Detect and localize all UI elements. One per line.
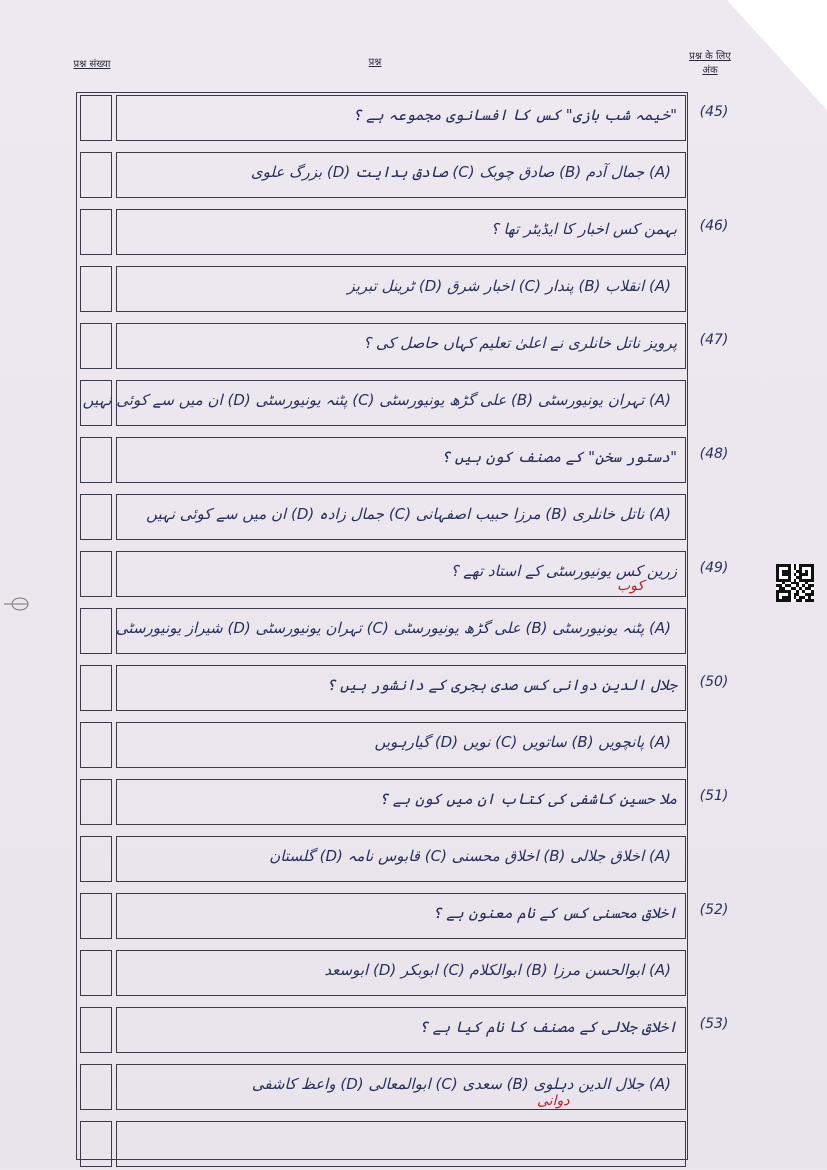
options-row bbox=[76, 149, 688, 201]
empty-row bbox=[76, 1118, 688, 1170]
options-text: (A) ناتل خانلری (B) مرزا حبیب اصفہانی (C) جمال زادہ (D) ان میں سے کوئی نہیں bbox=[146, 505, 671, 523]
number-cell bbox=[80, 323, 112, 369]
answer-cell bbox=[116, 779, 686, 825]
red-correction: کوب bbox=[617, 578, 645, 594]
options-row bbox=[76, 947, 688, 999]
question-number: (45) bbox=[699, 104, 729, 120]
number-cell bbox=[80, 1121, 112, 1167]
number-cell bbox=[80, 893, 112, 939]
header-question-number: प्रश्न संख्या bbox=[73, 59, 111, 70]
answer-cell bbox=[116, 722, 686, 768]
question-text: اخلاق جلالی کے مصنف کا نام کیا ہے ؟ bbox=[419, 1018, 677, 1036]
options-row bbox=[76, 1061, 688, 1113]
options-row bbox=[76, 377, 688, 429]
answer-cell bbox=[116, 836, 686, 882]
number-cell bbox=[80, 1064, 112, 1110]
question-number: (53) bbox=[699, 1016, 729, 1032]
question-number: (46) bbox=[699, 218, 729, 234]
options-text: (A) جلال الدین دہلوی (B) سعدی (C) ابوالمعالی (D) واعظ کاشفی bbox=[251, 1075, 671, 1093]
number-cell bbox=[80, 266, 112, 312]
question-table bbox=[76, 92, 729, 1160]
number-cell bbox=[80, 1007, 112, 1053]
question-number: (47) bbox=[699, 332, 729, 348]
options-row bbox=[76, 491, 688, 543]
question-text: پرویز ناتل خانلری نے اعلیٰ تعلیم کہاں حاصل کی ؟ bbox=[363, 334, 677, 352]
number-cell bbox=[80, 95, 112, 141]
number-cell bbox=[80, 209, 112, 255]
question-number: (51) bbox=[699, 788, 729, 804]
number-cell bbox=[80, 608, 112, 654]
answer-cell bbox=[116, 1007, 686, 1053]
options-text: (A) پانچویں (B) ساتویں (C) نویں (D) گیارہویں bbox=[374, 733, 671, 751]
options-text: (A) اخلاق جلالی (B) اخلاق محسنی (C) قابوس نامہ (D) گلستان bbox=[269, 847, 671, 865]
question-row bbox=[76, 548, 729, 600]
options-text: (A) ابوالحسن مرزا (B) ابوالکلام (C) ابوبکر (D) ابوسعد bbox=[324, 961, 671, 979]
answer-cell bbox=[116, 266, 686, 312]
options-text: (A) انقلاب (B) پندار (C) اخبار شرق (D) ٹرینل تبریز bbox=[347, 277, 671, 295]
question-row bbox=[76, 320, 729, 372]
number-cell bbox=[80, 836, 112, 882]
number-cell bbox=[80, 152, 112, 198]
question-number: (49) bbox=[699, 560, 729, 576]
question-text: جلال الدین دوانی کس صدی ہجری کے دانشور ہیں ؟ bbox=[326, 676, 677, 694]
question-row bbox=[76, 890, 729, 942]
question-row bbox=[76, 662, 729, 714]
question-row bbox=[76, 206, 729, 258]
answer-cell bbox=[116, 608, 686, 654]
header-question: प्रश्न bbox=[368, 57, 382, 68]
number-cell bbox=[80, 437, 112, 483]
answer-cell bbox=[116, 437, 686, 483]
question-text: "دستور سخن" کے مصنف کون ہیں ؟ bbox=[441, 448, 677, 466]
question-number: (50) bbox=[699, 674, 729, 690]
options-text: (A) پٹنہ یونیورسٹی (B) علی گڑھ یونیورسٹی (C) تہران یونیورسٹی (D) شیراز یونیورسٹی bbox=[115, 619, 671, 637]
question-row bbox=[76, 92, 729, 144]
answer-cell bbox=[116, 323, 686, 369]
answer-cell bbox=[116, 95, 686, 141]
question-text: "خیمہ شب بازی" کس کا افسانوی مجموعہ ہے ؟ bbox=[352, 106, 677, 124]
answer-cell bbox=[116, 665, 686, 711]
options-row bbox=[76, 719, 688, 771]
folded-corner bbox=[727, 0, 827, 110]
options-row bbox=[76, 605, 688, 657]
number-cell bbox=[80, 779, 112, 825]
question-row bbox=[76, 1004, 729, 1056]
number-cell bbox=[80, 722, 112, 768]
answer-cell bbox=[116, 893, 686, 939]
options-text: (A) جمال آدم (B) صادق چوبک (C) صادق ہدایت (D) بزرگ علوی bbox=[250, 163, 671, 181]
options-row bbox=[76, 263, 688, 315]
question-text: بہمن کس اخبار کا ایڈیٹر تھا ؟ bbox=[490, 220, 677, 238]
answer-cell bbox=[116, 950, 686, 996]
answer-cell bbox=[116, 209, 686, 255]
answer-cell bbox=[116, 152, 686, 198]
question-number: (52) bbox=[699, 902, 729, 918]
answer-cell bbox=[116, 1064, 686, 1110]
question-number: (48) bbox=[699, 446, 729, 462]
number-cell bbox=[80, 551, 112, 597]
number-cell bbox=[80, 950, 112, 996]
question-row bbox=[76, 434, 729, 486]
header-marks: प्रश्न के लिए अंक bbox=[689, 51, 731, 76]
options-text: (A) تہران یونیورسٹی (B) علی گڑھ یونیورسٹی (C) پٹنہ یونیورسٹی (D) ان میں سے کوئی نہیں bbox=[82, 391, 671, 409]
number-cell bbox=[80, 494, 112, 540]
answer-cell bbox=[116, 551, 686, 597]
red-correction: دوانی bbox=[537, 1093, 570, 1109]
number-cell bbox=[80, 665, 112, 711]
punch-hole-mark bbox=[4, 596, 30, 612]
question-text: ملا حسین کاشفی کی کتاب ان میں کون ہے ؟ bbox=[379, 790, 677, 808]
question-text: زرین کس یونیورسٹی کے استاد تھے ؟ bbox=[450, 562, 677, 580]
answer-cell bbox=[116, 1121, 686, 1167]
qr-code bbox=[776, 564, 814, 602]
answer-cell bbox=[116, 494, 686, 540]
answer-cell bbox=[82, 380, 686, 426]
question-row bbox=[76, 776, 729, 828]
question-text: اخلاق محسنی کس کے نام معنون ہے ؟ bbox=[432, 904, 677, 922]
options-row bbox=[76, 833, 688, 885]
